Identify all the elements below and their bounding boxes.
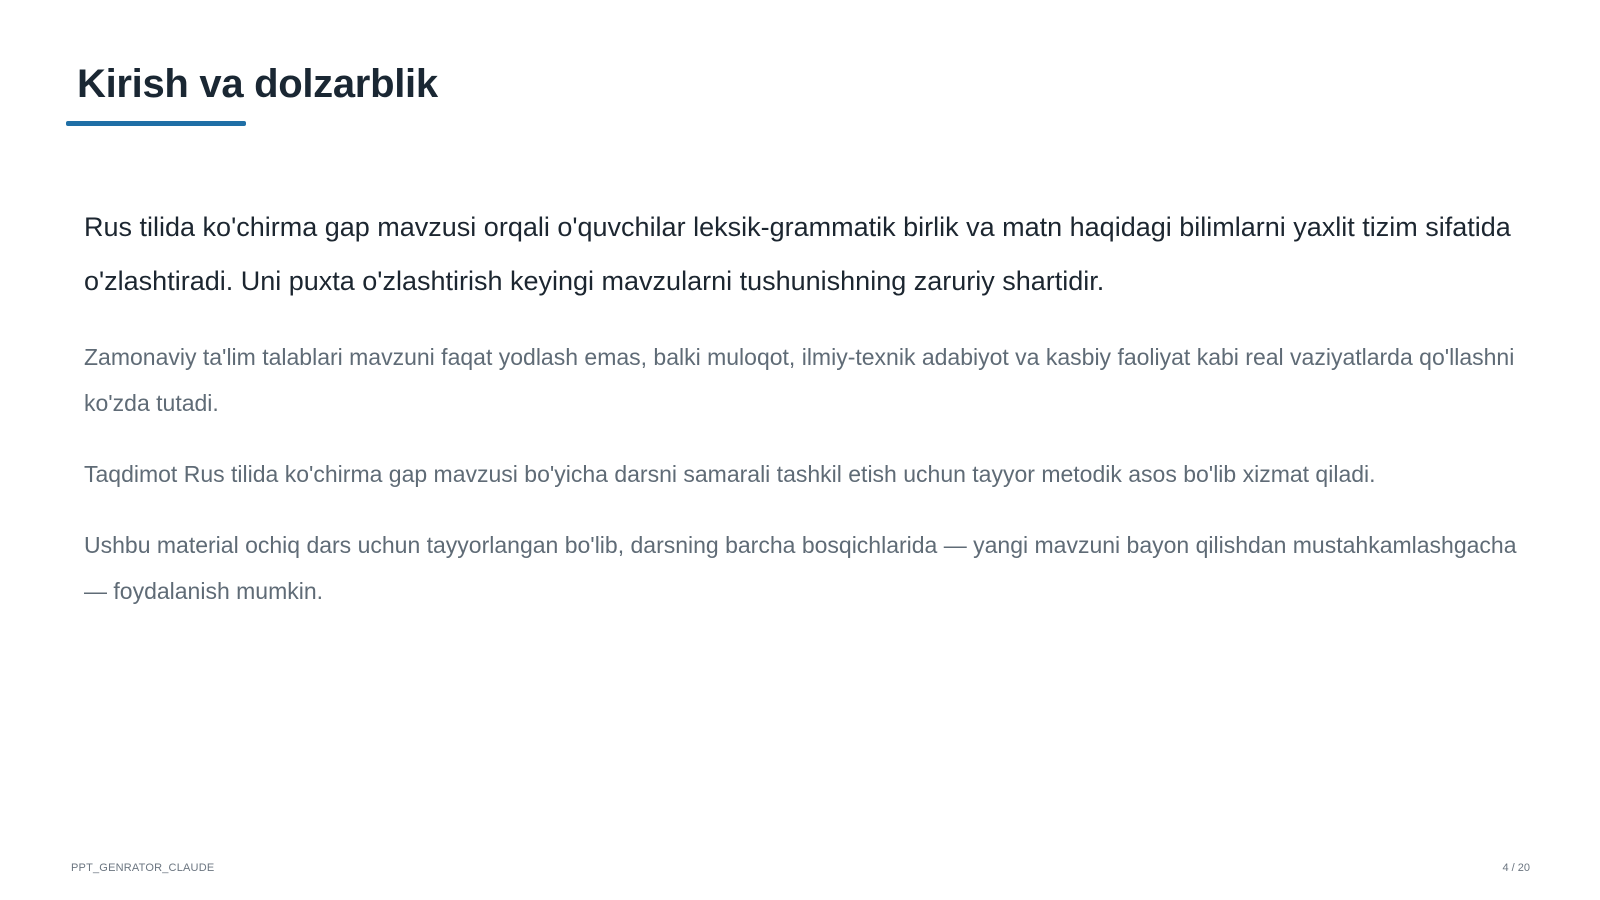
- body-paragraph-3: Ushbu material ochiq dars uchun tayyorlangan bo'lib, darsning barcha bosqichlarida — yangi mavzuni bayon qilishdan mustahkamlashgacha — foydalanish mumkin.: [84, 532, 1517, 604]
- page-number: 4 / 20: [1502, 862, 1530, 874]
- body-paragraph-2: Taqdimot Rus tilida ko'chirma gap mavzusi bo'yicha darsni samarali tashkil etish uchun tayyor metodik asos bo'lib xizmat qiladi.: [84, 461, 1376, 487]
- body-paragraph-1: Zamonaviy ta'lim talablari mavzuni faqat yodlash emas, balki muloqot, ilmiy-texnik adabiyot va kasbiy faoliyat kabi real vaziyatlarda qo'llashni ko'zda tutadi.: [84, 344, 1515, 416]
- slide-body: [84, 200, 1524, 639]
- title-underline: [66, 121, 246, 126]
- slide-title: Kirish va dolzarblik: [77, 62, 438, 106]
- footer-label: PPT_GENRATOR_CLAUDE: [71, 862, 215, 874]
- lead-paragraph: Rus tilida ko'chirma gap mavzusi orqali o'quvchilar leksik-grammatik birlik va matn haqidagi bilimlarni yaxlit tizim sifatida o'zlashtiradi. Uni puxta o'zlashtirish keyingi mavzularni tushunishning zaruriy shartidir.: [84, 212, 1511, 296]
